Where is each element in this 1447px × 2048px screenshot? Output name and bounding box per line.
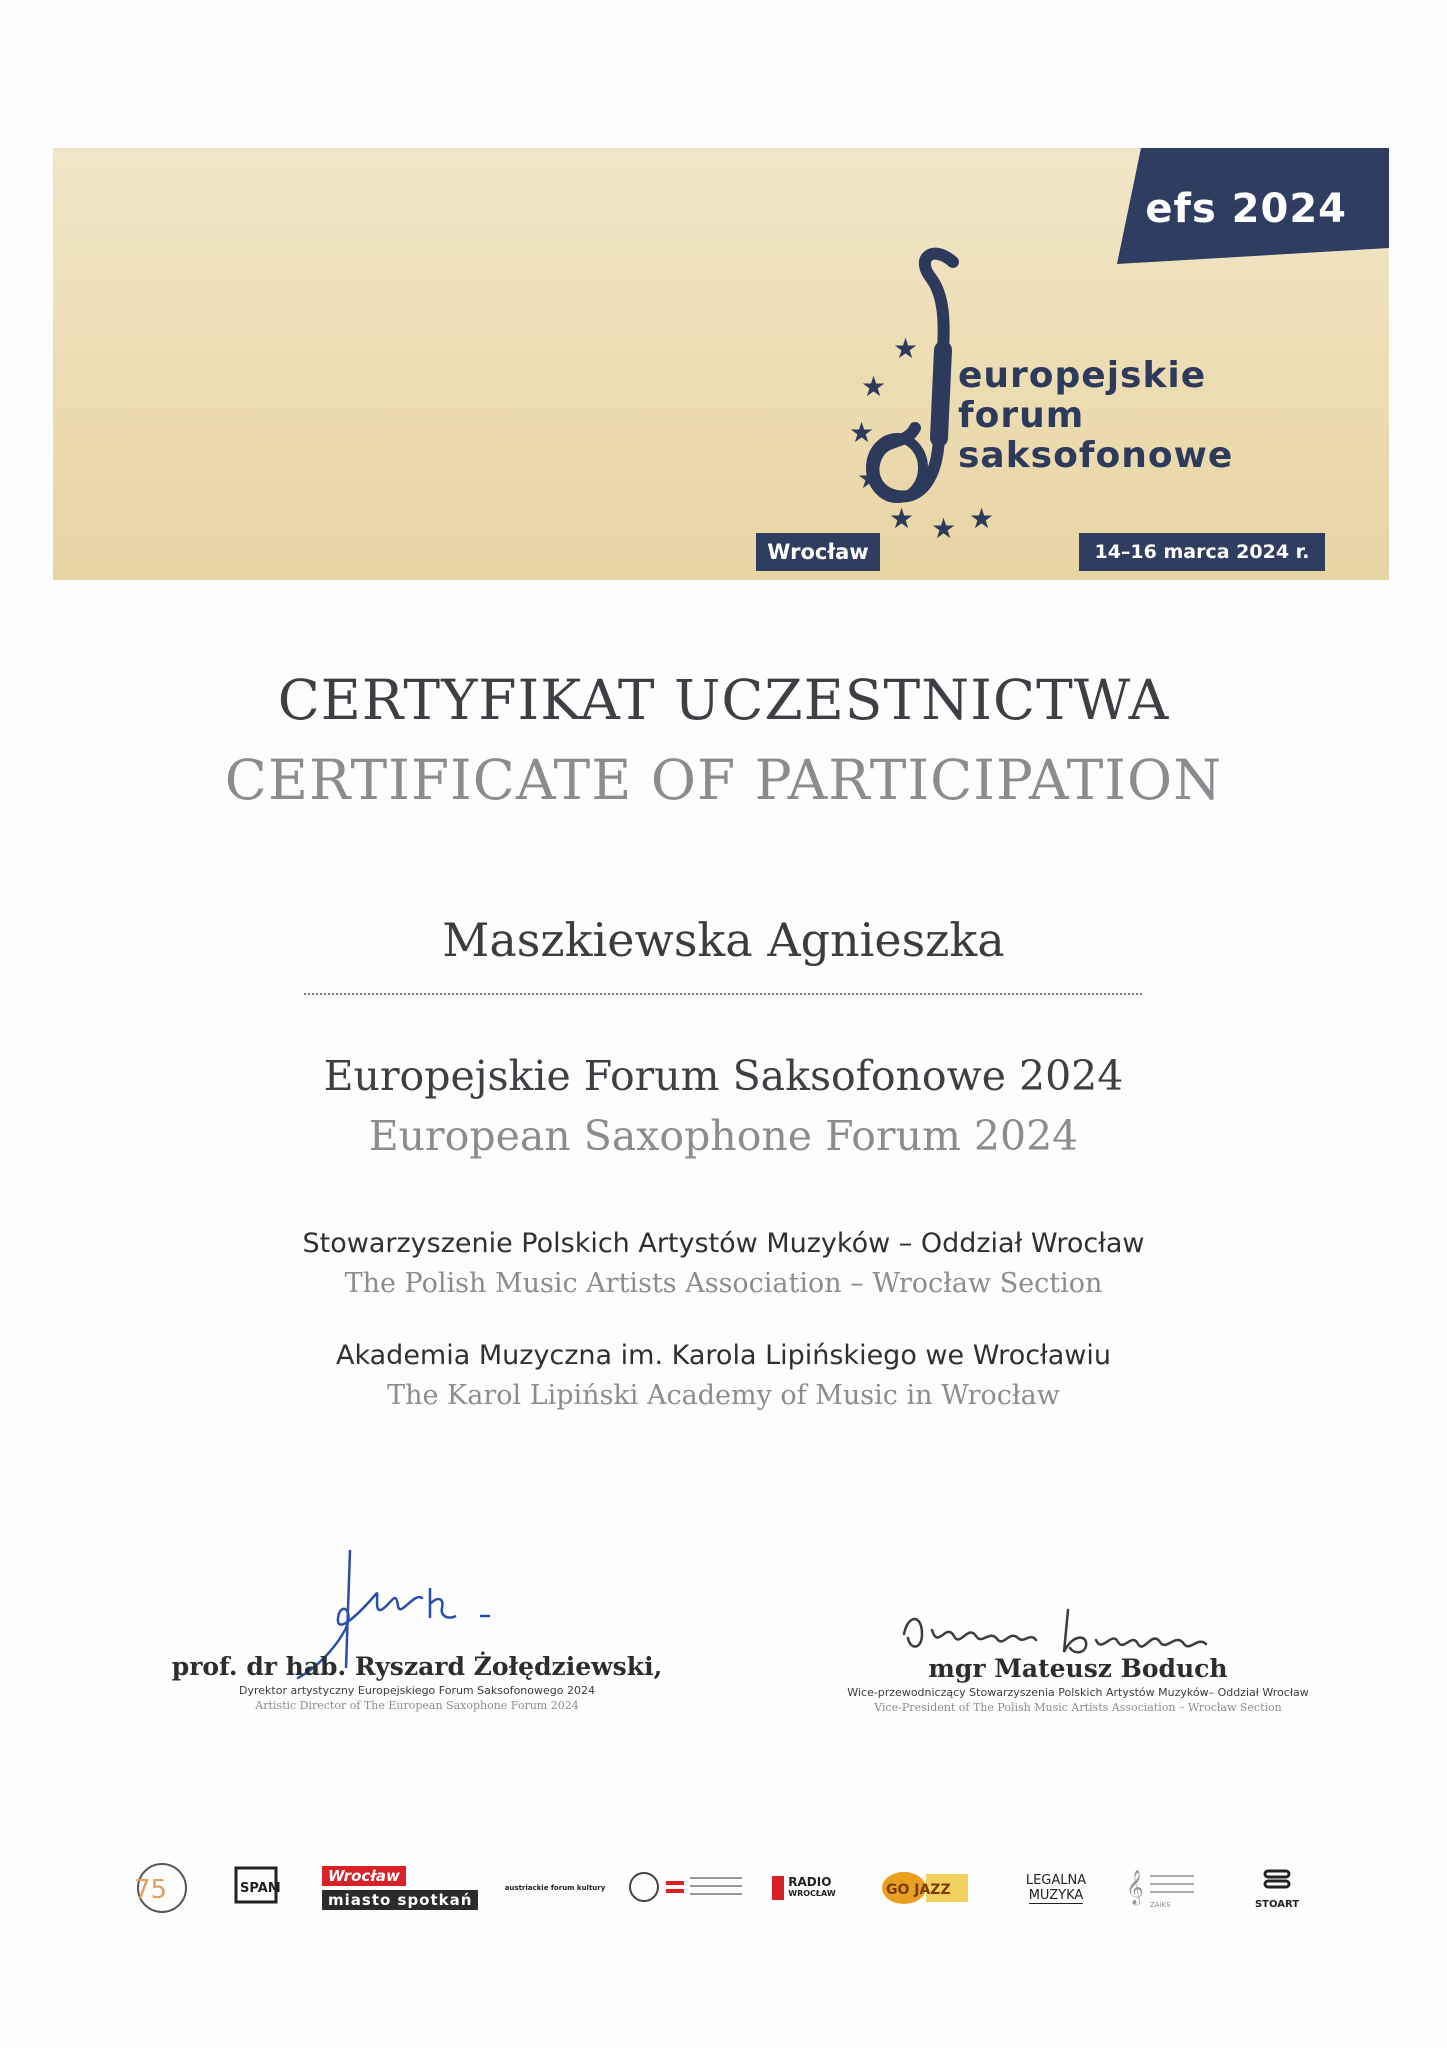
certificate-title-pl: CERTYFIKAT UCZESTNICTWA [277,668,1170,732]
participant-name: Maszkiewska Agnieszka [442,913,1005,967]
event-name-pl: Europejskie Forum Saksofonowe 2024 [323,1052,1124,1100]
coat-of-arms-logo [624,1858,754,1918]
radio-wroclaw-logo [762,1858,846,1918]
signatory-right-role-en: Vice-President of The Polish Music Artists Association – Wrocław Section [874,1701,1282,1714]
signatory-right-role-pl: Wice-przewodniczący Stowarzyszenia Polskich Artystów Muzyków– Oddział Wrocław [847,1686,1309,1699]
wroclaw-logo-bottom: miasto spotkań [322,1890,478,1910]
svg-text:★: ★ [893,332,919,365]
signatory-right [798,1654,1358,1714]
organizer-2-pl: Akademia Muzyczna im. Karola Lipińskiego we Wrocławiu [336,1340,1111,1371]
zaiks-label: ZAiKS [1150,1901,1171,1909]
svg-text:★: ★ [889,502,915,535]
spam-logo [226,1858,288,1918]
radio-label: RADIO [788,1875,832,1889]
svg-text:★: ★ [849,416,875,449]
name-underline [304,993,1142,995]
edition-label: efs 2024 [1145,186,1347,232]
legalna-muzyka-logo [1020,1858,1092,1918]
logo-line-2: forum [958,395,1085,436]
signatory-left [137,1652,697,1712]
signatory-left-role-pl: Dyrektor artystyczny Europejskiego Forum Saksofonowego 2024 [239,1684,595,1697]
gojazz-label: GO JAZZ [886,1882,951,1898]
organizer-1-pl: Stowarzyszenie Polskich Artystów Muzyków – Oddział Wrocław [302,1228,1145,1259]
event-name-en: European Saxophone Forum 2024 [368,1112,1079,1160]
header-banner [53,148,1389,580]
city-tag: Wrocław [756,533,880,571]
signatory-left-role-en: Artistic Director of The European Saxophone Forum 2024 [255,1699,579,1712]
signatory-right-name: mgr Mateusz Boduch [928,1654,1228,1683]
organizer-1-en: The Polish Music Artists Association – Wrocław Section [344,1268,1103,1299]
radio-city-label: WROCŁAW [788,1889,836,1898]
date-tag: 14–16 marca 2024 r. [1079,533,1325,571]
svg-text:★: ★ [857,462,883,495]
legalna-line-2: MUZYKA [1028,1887,1084,1903]
spam-label: SPAM [240,1881,281,1896]
svg-text:𝄞: 𝄞 [1126,1870,1144,1905]
signatory-left-name: prof. dr hab. Ryszard Żołędziewski, [171,1652,663,1681]
austrian-forum-logo [500,1858,610,1918]
wroclaw-logo [322,1858,482,1918]
logo-line-3: saksofonowe [958,435,1234,476]
anniversary-number: 75 [134,1875,168,1905]
svg-text:★: ★ [969,502,995,535]
legalna-line-1: LEGALNA [1025,1872,1087,1888]
organizer-2-en: The Karol Lipiński Academy of Music in Wrocław [387,1380,1060,1411]
svg-text:★: ★ [931,512,957,545]
logo-title [958,356,1233,476]
austrian-forum-label: austriackie forum kultury [504,1884,606,1892]
wroclaw-logo-top: Wrocław [322,1866,406,1886]
stoart-logo [1248,1858,1306,1918]
anniversary-logo [128,1858,190,1918]
svg-text:★: ★ [861,370,887,403]
gojazz-logo [880,1858,972,1918]
certificate-title-en: CERTIFICATE OF PARTICIPATION [224,748,1223,812]
logo-line-1: europejskie [958,355,1207,396]
zaiks-logo [1122,1858,1200,1918]
stoart-label: STOART [1254,1898,1300,1910]
